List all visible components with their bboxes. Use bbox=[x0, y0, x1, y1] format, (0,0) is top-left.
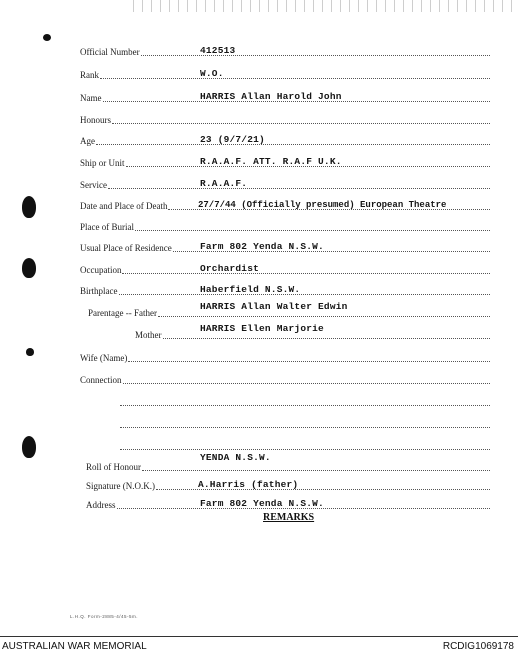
occupation-line bbox=[122, 273, 490, 274]
signature-label: Signature (N.O.K.) bbox=[86, 481, 155, 491]
mother-line bbox=[163, 338, 490, 339]
rank-line bbox=[100, 78, 490, 79]
residence-value: Farm 802 Yenda N.S.W. bbox=[200, 241, 324, 252]
birthplace-value: Haberfield N.S.W. bbox=[200, 284, 301, 295]
address-label: Address bbox=[86, 500, 116, 510]
connection-line bbox=[123, 383, 490, 384]
connection-line-2 bbox=[120, 405, 490, 406]
honours-label: Honours bbox=[80, 115, 111, 125]
mother-value: HARRIS Ellen Marjorie bbox=[200, 323, 324, 334]
roll-of-honour-value: YENDA N.S.W. bbox=[200, 452, 271, 463]
burial-row bbox=[0, 215, 518, 235]
official-number-value: 412513 bbox=[200, 45, 236, 56]
wife-label: Wife (Name) bbox=[80, 353, 128, 363]
ship-or-unit-value: R.A.A.F. ATT. R.A.F U.K. bbox=[200, 156, 342, 167]
birthplace-label: Birthplace bbox=[80, 286, 118, 296]
connection-row-2 bbox=[0, 390, 518, 410]
signature-row bbox=[0, 474, 518, 494]
ship-or-unit-row bbox=[0, 151, 518, 171]
death-value: 27/7/44 (Officially presumed) European Theatre bbox=[198, 200, 447, 210]
burial-line bbox=[135, 230, 490, 231]
age-value: 23 (9/7/21) bbox=[200, 134, 265, 145]
signature-value: A.Harris (father) bbox=[198, 479, 299, 490]
honours-row bbox=[0, 108, 518, 128]
birthplace-row bbox=[0, 279, 518, 299]
service-value: R.A.A.F. bbox=[200, 178, 248, 189]
age-row bbox=[0, 129, 518, 149]
residence-row bbox=[0, 236, 518, 256]
roll-of-honour-label: Roll of Honour bbox=[86, 462, 141, 472]
roll-of-honour-row bbox=[0, 452, 518, 475]
official-number-label: Official Number bbox=[80, 47, 140, 57]
father-row bbox=[0, 301, 518, 321]
connection-label: Connection bbox=[80, 375, 122, 385]
mother-label: Mother bbox=[135, 330, 162, 340]
wife-line bbox=[128, 361, 490, 362]
death-row bbox=[0, 194, 518, 214]
connection-row-4 bbox=[0, 434, 518, 454]
occupation-label: Occupation bbox=[80, 265, 122, 275]
honours-line bbox=[112, 123, 490, 124]
footer-record-id: RCDIG1069178 bbox=[442, 641, 514, 652]
age-label: Age bbox=[80, 136, 95, 146]
birthplace-line bbox=[119, 294, 490, 295]
footer-institution: AUSTRALIAN WAR MEMORIAL bbox=[2, 641, 147, 652]
printer-mark: L.H.Q. Form-2885-4/45-5m. bbox=[70, 614, 139, 619]
service-row bbox=[0, 173, 518, 193]
wife-row bbox=[0, 346, 518, 366]
roll-of-honour-line bbox=[142, 470, 490, 471]
connection-line-4 bbox=[120, 449, 490, 450]
mother-row bbox=[0, 323, 518, 343]
rank-row bbox=[0, 63, 518, 83]
connection-line-3 bbox=[120, 427, 490, 428]
address-value: Farm 802 Yenda N.S.W. bbox=[200, 498, 324, 509]
death-label: Date and Place of Death bbox=[80, 201, 168, 211]
burial-label: Place of Burial bbox=[80, 222, 134, 232]
official-number-row bbox=[0, 40, 518, 60]
name-label: Name bbox=[80, 93, 102, 103]
remarks-heading: REMARKS bbox=[263, 512, 315, 523]
name-value: HARRIS Allan Harold John bbox=[200, 91, 342, 102]
rank-label: Rank bbox=[80, 70, 99, 80]
connection-row bbox=[0, 368, 518, 388]
occupation-value: Orchardist bbox=[200, 263, 260, 274]
occupation-row bbox=[0, 258, 518, 278]
service-line bbox=[108, 188, 490, 189]
rank-value: W.O. bbox=[200, 68, 224, 79]
connection-row-3 bbox=[0, 412, 518, 432]
scan-noise bbox=[130, 0, 518, 12]
father-line bbox=[158, 316, 490, 317]
service-label: Service bbox=[80, 180, 107, 190]
archive-footer bbox=[0, 636, 518, 655]
name-row bbox=[0, 86, 518, 106]
ship-or-unit-label: Ship or Unit bbox=[80, 158, 125, 168]
father-value: HARRIS Allan Walter Edwin bbox=[200, 301, 348, 312]
age-line bbox=[96, 144, 490, 145]
father-label: Parentage -- Father bbox=[88, 308, 157, 318]
residence-label: Usual Place of Residence bbox=[80, 243, 172, 253]
address-row bbox=[0, 493, 518, 513]
official-number-line bbox=[141, 55, 490, 56]
